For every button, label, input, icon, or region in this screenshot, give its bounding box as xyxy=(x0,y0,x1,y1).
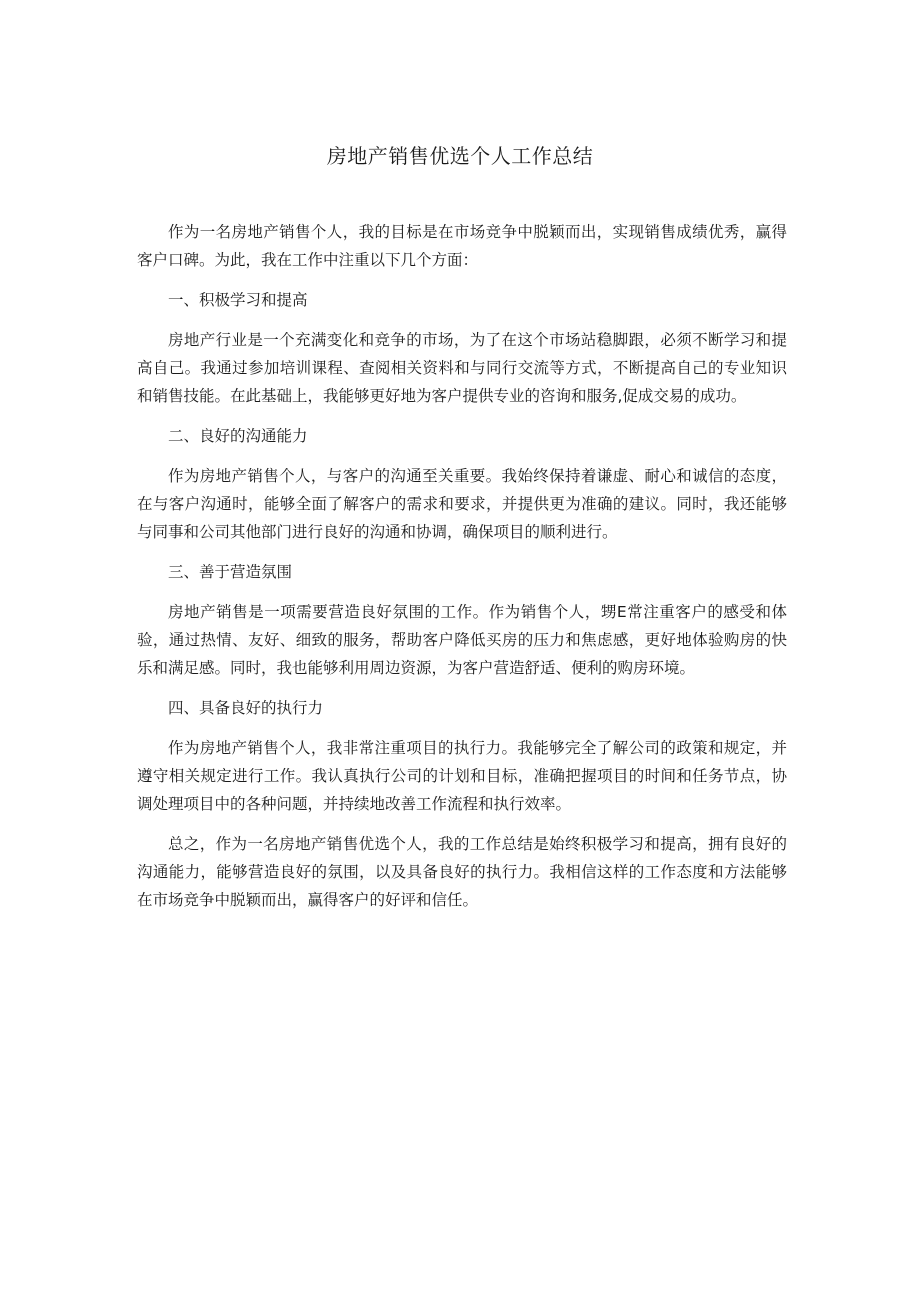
section-heading-atmosphere: 三、善于营造氛围 xyxy=(168,563,293,581)
section-body-learning: 房地产行业是一个充满变化和竞争的市场，为了在这个市场站稳脚跟，必须不断学习和提高自己。我通过参加培训课程、查阅相关资料和与同行交流等方式，不断提高自己的专业知识和销售技能。在此基础上，我能够更好地为客户提供专业的咨询和服务,促成交易的成功。 xyxy=(137,331,787,405)
document-body xyxy=(137,218,787,926)
section-body-atmosphere: 房地产销售是一项需要营造良好氛围的工作。作为销售个人，甥E常注重客户的感受和体验，通过热情、友好、细致的服务，帮助客户降低买房的压力和焦虑感，更好地体验购房的快乐和满足感。同时，我也能够利用周边资源，为客户营造舒适、便利的购房环境。 xyxy=(137,603,787,677)
section-body-communication: 作为房地产销售个人，与客户的沟通至关重要。我始终保持着谦虚、耐心和诚信的态度，在与客户沟通时，能够全面了解客户的需求和要求，并提供更为准确的建议。同时，我还能够与同事和公司其他部门进行良好的沟通和协调，确保项目的顺利进行。 xyxy=(137,467,787,541)
section-heading-execution: 四、具备良好的执行力 xyxy=(168,699,324,717)
section-body-execution: 作为房地产销售个人，我非常注重项目的执行力。我能够完全了解公司的政策和规定，并遵守相关规定进行工作。我认真执行公司的计划和目标，准确把握项目的时间和任务节点，协调处理项目中的各种问题，并持续地改善工作流程和执行效率。 xyxy=(137,739,787,813)
page-title: 房地产销售优选个人工作总结 xyxy=(326,144,594,168)
section-heading-learning: 一、积极学习和提高 xyxy=(168,291,308,309)
intro-paragraph: 作为一名房地产销售个人，我的目标是在市场竞争中脱颖而出，实现销售成绩优秀，赢得客户口碑。为此，我在工作中注重以下几个方面： xyxy=(137,223,787,269)
section-heading-communication: 二、良好的沟通能力 xyxy=(168,427,308,445)
conclusion-paragraph: 总之，作为一名房地产销售优选个人，我的工作总结是始终积极学习和提高，拥有良好的沟通能力，能够营造良好的氛围，以及具备良好的执行力。我相信这样的工作态度和方法能够在市场竞争中脱颖而出，赢得客户的好评和信任。 xyxy=(137,835,787,909)
